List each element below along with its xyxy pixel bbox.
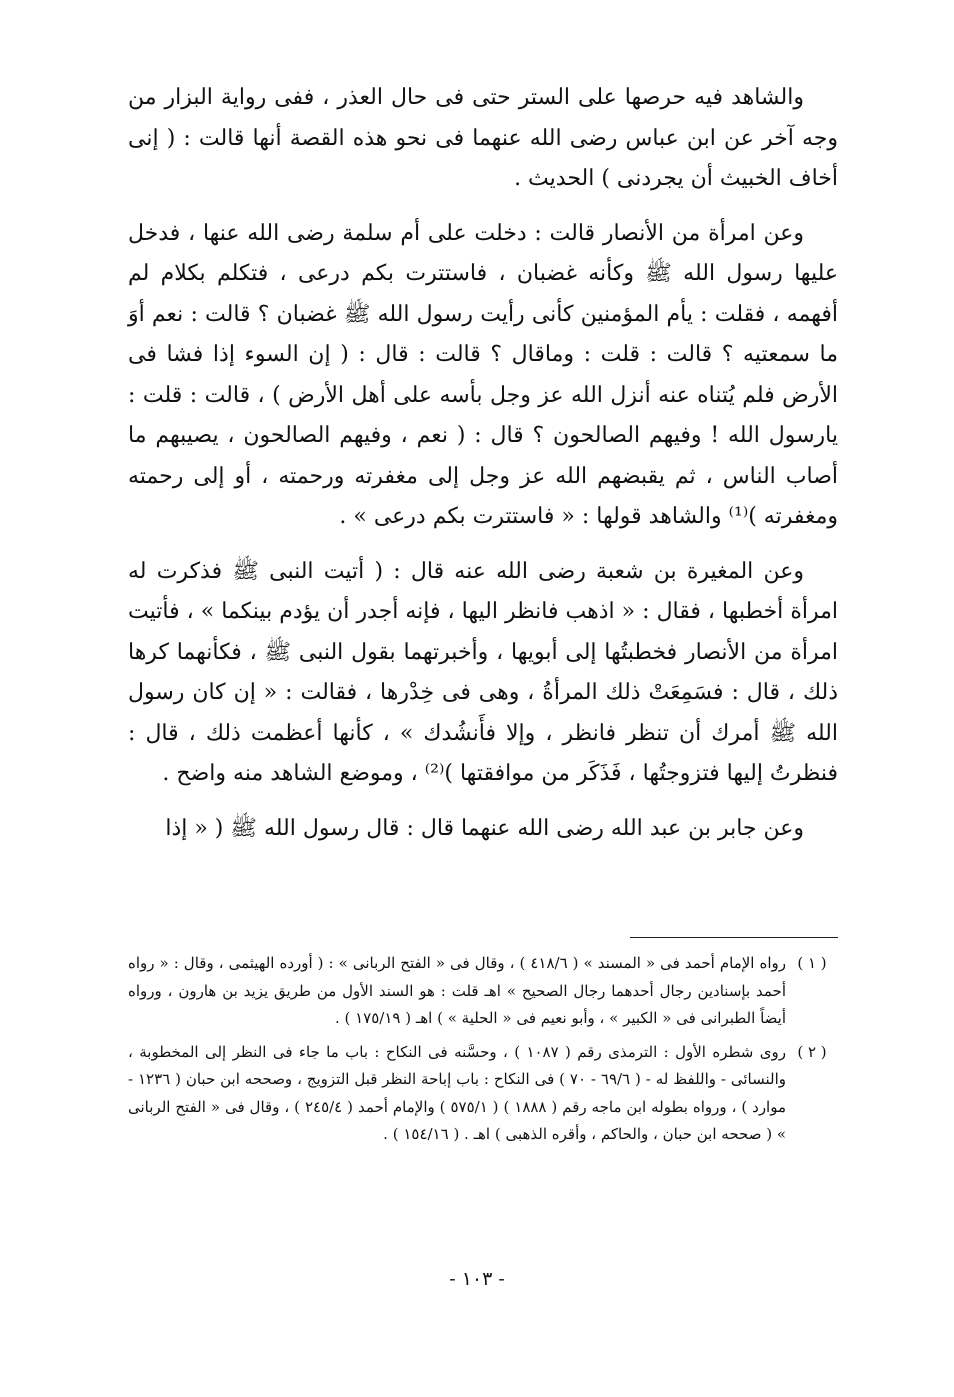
page-number: - ١٠٣ -: [449, 1268, 505, 1290]
main-text: [128, 78, 838, 849]
paragraph-1: والشاهد فيه حرصها على الستر حتى فى حال العذر ، ففى رواية البزار من وجه آخر عن ابن عباس رضى الله عنهما فى نحو هذه القصة أنها قالت : ( إنى أخاف الخبيث أن يجردنى ) الحديث .: [128, 85, 838, 191]
paragraph-2: وعن امرأة من الأنصار قالت : دخلت على أم سلمة رضى الله عنها ، فدخل عليها رسول الله ﷺ وكأنه غضبان ، فاستترت بكم درعى ، فتكلم بكلام لم أفهمه ، فقلت : يأم المؤمنين كأنى رأيت رسول الله ﷺ غضبان ؟ قالت : نعم أوَ ما سمعتيه ؟ قالت : قلت : وماقال ؟ قالت : قال : ( إن السوء إذا فشا فى الأرض فلم يُتناه عنه أنزل الله عز وجل بأسه على أهل الأرض ) ، قالت : قلت : يارسول الله ! وفيهم الصالحون ؟ قال : ( نعم ، وفيهم الصالحون ، يصيبهم ما أصاب الناس ، ثم يقبضهم الله عز وجل إلى مغفرته ورحمته ، أو إلى رحمته ومغفرته )⁽¹⁾ والشاهد قولها : « فاستترت بكم درعى » .: [128, 220, 838, 529]
footnote-separator: [630, 937, 838, 938]
footnote-text: روى شطره الأول : الترمذى رقم ( ١٠٨٧ ) ، وحسَّنه فى النكاح : باب ما جاء فى النظر إلى المخطوبة ، والنسائى - واللفظ له - ( ٦٩/٦ - ٧٠ ) فى النكاح : باب إباحة النظر قبل التزويج ، وصححه ابن حبان ( ١٢٣٦ - موارد ) ، ورواه بطوله ابن ماجه رقم ( ١٨٨٨ ) ( ٥٧٥/١ ) والإمام أحمد ( ٢٤٥/٤ ) ، وقال فى « الفتح الربانى » ( صححه ابن حبان ، والحاكم ، وأقره الذهبى ) اهـ . ( ١٥٤/١٦ ) .: [128, 1042, 787, 1143]
paragraph-3: وعن المغيرة بن شعبة رضى الله عنه قال : ( أتيت النبى ﷺ فذكرت له امرأة أخطبها ، فقال : « اذهب فانظر اليها ، فإنه أجدر أن يؤدم بينكما » ، فأتيت امرأة من الأنصار فخطبتُها إلى أبويها ، وأخبرتهما بقول النبى ﷺ ، فكأنهما كرها ذلك ، قال : فسَمِعَتْ ذلك المرأةُ ، وهى فى خِدْرها ، فقالت : « إن كان رسول الله ﷺ أمرك أن تنظر فانظر ، وإلا فأَنشُدك » ، كأنها أعظمت ذلك ، قال : فنظرتُ إليها فتزوجتُها ، فَذَكَر من موافقتها )⁽²⁾ ، وموضع الشاهد منه واضح .: [128, 558, 838, 786]
footnote-number: ( ١ ): [797, 954, 827, 972]
footnote-1: [128, 950, 838, 1033]
footnotes: [128, 950, 838, 1155]
footnote-2: [128, 1039, 838, 1149]
paragraph-4: وعن جابر بن عبد الله رضى الله عنهما قال : قال رسول الله ﷺ ( « إذا: [165, 815, 804, 841]
footnote-number: ( ٢ ): [797, 1042, 827, 1061]
footnote-text: رواه الإمام أحمد فى « المسند » ( ٤١٨/٦ ) ، وقال فى « الفتح الربانى » : ( أورده الهيثمى ، وقال : « رواه أحمد بإسنادين رجال أحدهما رجال الصحيح » اهـ قلت : هو السند الأول من طريق يزيد بن هارون ، ورواه أيضاً الطبرانى فى « الكبير » ، وأبو نعيم فى « الحلية » ) اهـ ( ١٧٥/١٩ ) .: [128, 954, 786, 1027]
